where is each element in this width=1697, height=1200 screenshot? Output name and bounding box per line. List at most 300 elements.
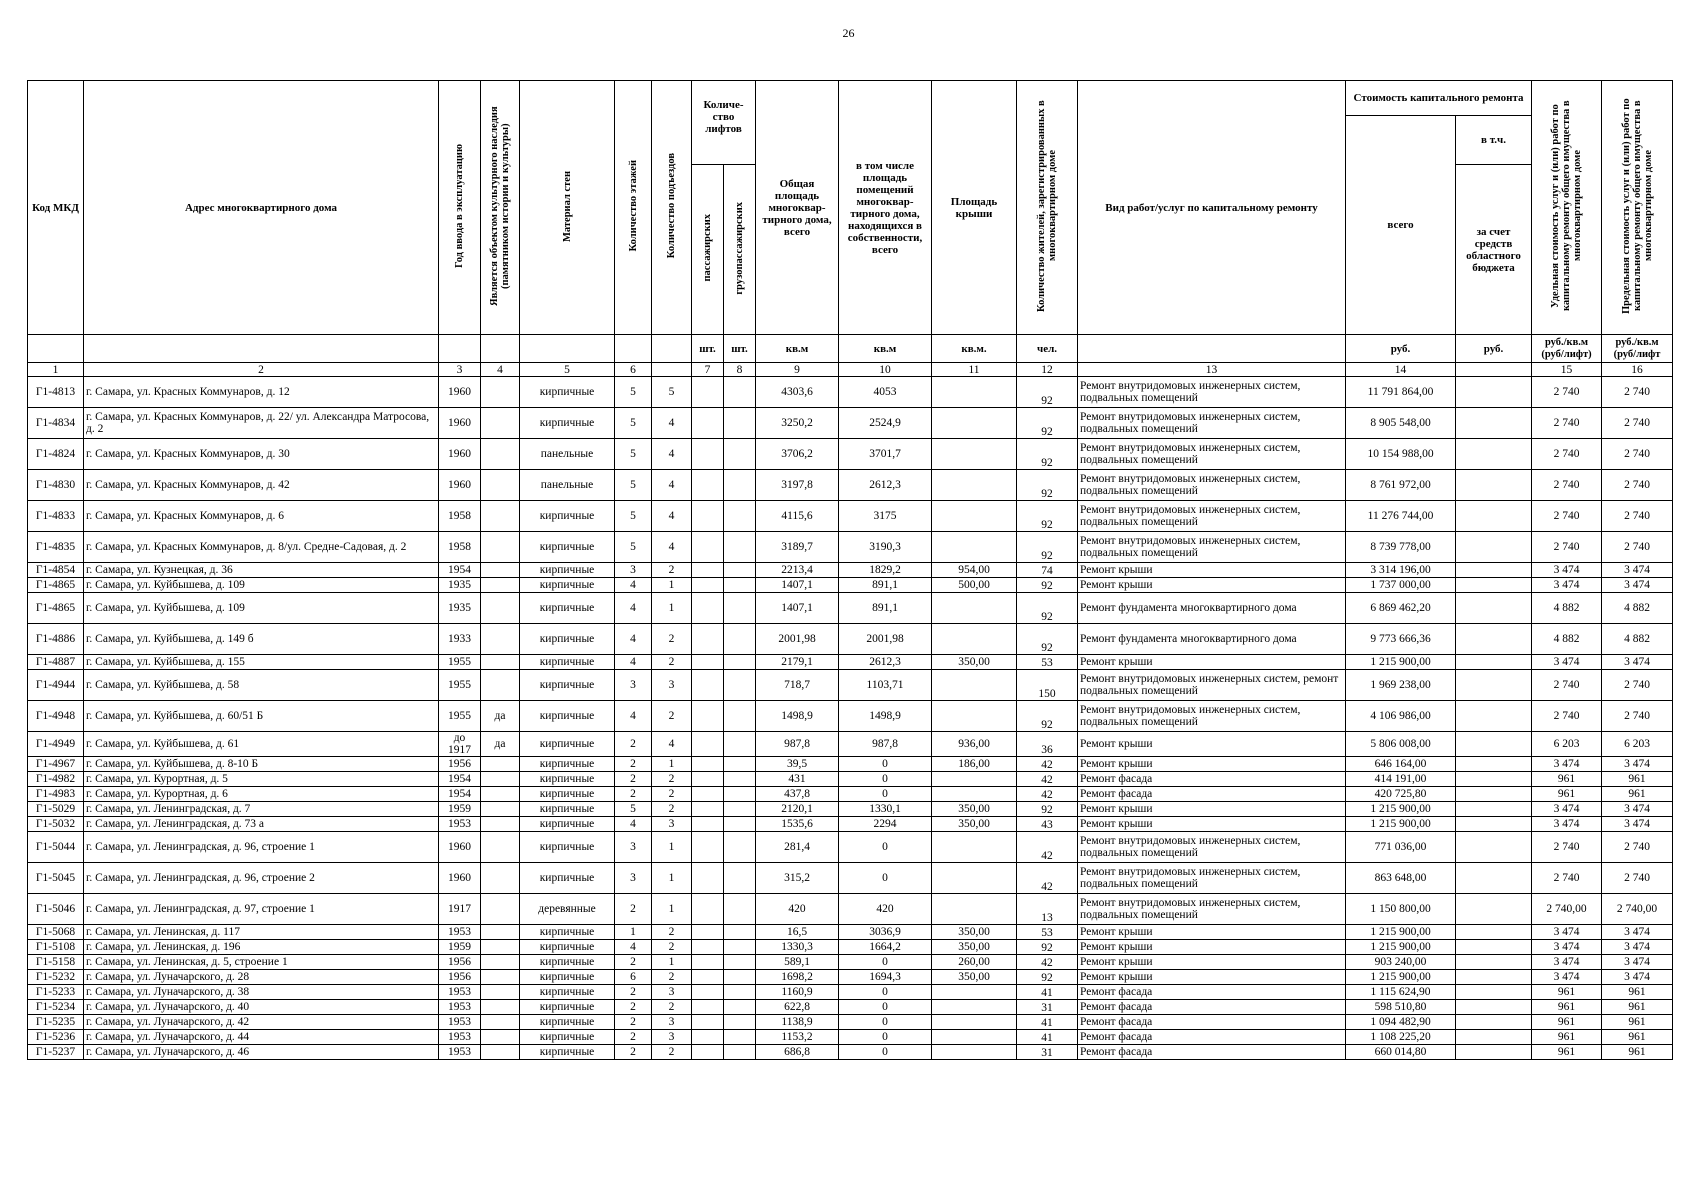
owned-area-cell: 0 xyxy=(839,955,932,970)
max-cost-cell: 4 882 xyxy=(1602,624,1673,655)
work-type-cell: Ремонт крыши xyxy=(1078,802,1346,817)
roof-area-cell xyxy=(932,772,1017,787)
owned-area-cell: 0 xyxy=(839,1000,932,1015)
entrances-cell: 2 xyxy=(652,787,692,802)
heritage-cell xyxy=(481,894,520,925)
lifts-cargo-cell xyxy=(724,832,756,863)
lifts-passenger-cell xyxy=(692,377,724,408)
heritage-cell xyxy=(481,624,520,655)
work-type-cell: Ремонт крыши xyxy=(1078,578,1346,593)
cost-total-cell: 646 164,00 xyxy=(1346,757,1456,772)
column-number: 5 xyxy=(520,363,615,377)
work-type-cell: Ремонт внутридомовых инженерных систем, ремонт подвальных помещений xyxy=(1078,670,1346,701)
address-cell: г. Самара, ул. Красных Коммунаров, д. 6 xyxy=(84,501,439,532)
owned-area-cell: 0 xyxy=(839,985,932,1000)
unit-cost-cell: 2 740 xyxy=(1532,532,1602,563)
total-area-cell: 2120,1 xyxy=(756,802,839,817)
max-cost-cell: 3 474 xyxy=(1602,578,1673,593)
cost-total-cell: 1 215 900,00 xyxy=(1346,802,1456,817)
total-area-cell: 420 xyxy=(756,894,839,925)
material-cell: кирпичные xyxy=(520,655,615,670)
floors-cell: 3 xyxy=(615,832,652,863)
max-cost-cell: 961 xyxy=(1602,1015,1673,1030)
material-cell: кирпичные xyxy=(520,757,615,772)
capital-repair-table xyxy=(27,80,1673,1060)
material-cell: панельные xyxy=(520,470,615,501)
owned-area-cell: 1103,71 xyxy=(839,670,932,701)
floors-cell: 4 xyxy=(615,940,652,955)
cost-total-cell: 903 240,00 xyxy=(1346,955,1456,970)
lifts-passenger-cell xyxy=(692,832,724,863)
code-cell: Г1-4886 xyxy=(28,624,84,655)
unit-cost-cell: 961 xyxy=(1532,1000,1602,1015)
lifts-cargo-cell xyxy=(724,624,756,655)
table-row xyxy=(28,501,1673,532)
lifts-cargo-cell xyxy=(724,408,756,439)
year-cell: 1959 xyxy=(439,940,481,955)
floors-cell: 2 xyxy=(615,772,652,787)
roof-area-cell xyxy=(932,470,1017,501)
total-area-cell: 1407,1 xyxy=(756,593,839,624)
year-cell: 1954 xyxy=(439,563,481,578)
year-cell: 1933 xyxy=(439,624,481,655)
owned-area-cell: 2001,98 xyxy=(839,624,932,655)
column-number: 15 xyxy=(1532,363,1602,377)
lifts-passenger-cell xyxy=(692,563,724,578)
roof-area-cell xyxy=(932,894,1017,925)
unit-cost-cell: 2 740 xyxy=(1532,670,1602,701)
work-type-cell: Ремонт фундамента многоквартирного дома xyxy=(1078,624,1346,655)
lifts-passenger-cell xyxy=(692,925,724,940)
heritage-cell xyxy=(481,563,520,578)
unit-cost-cell: 961 xyxy=(1532,1030,1602,1045)
year-cell: 1953 xyxy=(439,817,481,832)
residents-cell: 150 xyxy=(1017,670,1078,701)
lifts-passenger-cell xyxy=(692,863,724,894)
address-cell: г. Самара, ул. Куйбышева, д. 109 xyxy=(84,578,439,593)
code-cell: Г1-5108 xyxy=(28,940,84,955)
cost-total-cell: 1 969 238,00 xyxy=(1346,670,1456,701)
cost-regional-cell xyxy=(1456,894,1532,925)
cost-regional-cell xyxy=(1456,955,1532,970)
year-cell: 1917 xyxy=(439,894,481,925)
owned-area-cell: 3701,7 xyxy=(839,439,932,470)
lifts-cargo-cell xyxy=(724,701,756,732)
max-cost-cell: 961 xyxy=(1602,772,1673,787)
max-cost-cell: 3 474 xyxy=(1602,940,1673,955)
unit-cost-cell: 961 xyxy=(1532,772,1602,787)
work-type-cell: Ремонт внутридомовых инженерных систем, подвальных помещений xyxy=(1078,470,1346,501)
floors-cell: 2 xyxy=(615,1000,652,1015)
work-type-cell: Ремонт внутридомовых инженерных систем, подвальных помещений xyxy=(1078,894,1346,925)
year-cell: 1954 xyxy=(439,787,481,802)
cost-regional-cell xyxy=(1456,1045,1532,1060)
floors-cell: 4 xyxy=(615,578,652,593)
unit-pcs: шт. xyxy=(724,335,756,363)
unit-sqm: кв.м. xyxy=(932,335,1017,363)
owned-area-cell: 0 xyxy=(839,1045,932,1060)
unit-cost-cell: 3 474 xyxy=(1532,655,1602,670)
heritage-cell xyxy=(481,670,520,701)
year-cell: 1953 xyxy=(439,985,481,1000)
unit-cost-cell: 3 474 xyxy=(1532,578,1602,593)
max-cost-cell: 2 740 xyxy=(1602,701,1673,732)
cost-regional-cell xyxy=(1456,377,1532,408)
residents-cell: 92 xyxy=(1017,970,1078,985)
table-row xyxy=(28,470,1673,501)
material-cell: кирпичные xyxy=(520,701,615,732)
entrances-cell: 4 xyxy=(652,439,692,470)
lifts-cargo-cell xyxy=(724,787,756,802)
unit-cost-cell: 2 740 xyxy=(1532,863,1602,894)
material-cell: кирпичные xyxy=(520,593,615,624)
cost-regional-cell xyxy=(1456,501,1532,532)
code-cell: Г1-4948 xyxy=(28,701,84,732)
entrances-cell: 3 xyxy=(652,1030,692,1045)
roof-area-cell: 500,00 xyxy=(932,578,1017,593)
column-number: 6 xyxy=(615,363,652,377)
work-type-cell: Ремонт фасада xyxy=(1078,1030,1346,1045)
unit-cost-cell: 3 474 xyxy=(1532,925,1602,940)
cost-total-cell: 8 905 548,00 xyxy=(1346,408,1456,439)
cost-regional-cell xyxy=(1456,940,1532,955)
residents-cell: 92 xyxy=(1017,470,1078,501)
column-number: 11 xyxy=(932,363,1017,377)
entrances-cell: 2 xyxy=(652,802,692,817)
residents-cell: 13 xyxy=(1017,894,1078,925)
max-cost-cell: 2 740,00 xyxy=(1602,894,1673,925)
lifts-passenger-cell xyxy=(692,408,724,439)
heritage-cell xyxy=(481,817,520,832)
code-cell: Г1-4854 xyxy=(28,563,84,578)
roof-area-cell xyxy=(932,1030,1017,1045)
residents-cell: 92 xyxy=(1017,802,1078,817)
header-max-cost: Предельная стоимость услуг и (или) работ по капитальному ремонту общего имущества в многоквартирном доме xyxy=(1620,98,1654,314)
code-cell: Г1-5045 xyxy=(28,863,84,894)
cost-total-cell: 598 510,80 xyxy=(1346,1000,1456,1015)
max-cost-cell: 6 203 xyxy=(1602,732,1673,757)
unit-cost-cell: 4 882 xyxy=(1532,593,1602,624)
entrances-cell: 4 xyxy=(652,501,692,532)
owned-area-cell: 0 xyxy=(839,772,932,787)
address-cell: г. Самара, ул. Луначарского, д. 40 xyxy=(84,1000,439,1015)
total-area-cell: 1153,2 xyxy=(756,1030,839,1045)
floors-cell: 5 xyxy=(615,501,652,532)
total-area-cell: 1407,1 xyxy=(756,578,839,593)
floors-cell: 4 xyxy=(615,624,652,655)
owned-area-cell: 0 xyxy=(839,1030,932,1045)
code-cell: Г1-4813 xyxy=(28,377,84,408)
lifts-passenger-cell xyxy=(692,470,724,501)
material-cell: кирпичные xyxy=(520,832,615,863)
code-cell: Г1-4824 xyxy=(28,439,84,470)
lifts-cargo-cell xyxy=(724,955,756,970)
table-row xyxy=(28,578,1673,593)
work-type-cell: Ремонт крыши xyxy=(1078,817,1346,832)
address-cell: г. Самара, ул. Кузнецкая, д. 36 xyxy=(84,563,439,578)
code-cell: Г1-4887 xyxy=(28,655,84,670)
unit-sqm: кв.м xyxy=(756,335,839,363)
year-cell: 1953 xyxy=(439,1045,481,1060)
roof-area-cell: 186,00 xyxy=(932,757,1017,772)
lifts-passenger-cell xyxy=(692,955,724,970)
heritage-cell xyxy=(481,439,520,470)
code-cell: Г1-5029 xyxy=(28,802,84,817)
max-cost-cell: 3 474 xyxy=(1602,655,1673,670)
lifts-passenger-cell xyxy=(692,1030,724,1045)
total-area-cell: 4303,6 xyxy=(756,377,839,408)
address-cell: г. Самара, ул. Ленинградская, д. 96, строение 2 xyxy=(84,863,439,894)
heritage-cell xyxy=(481,925,520,940)
address-cell: г. Самара, ул. Ленинская, д. 196 xyxy=(84,940,439,955)
work-type-cell: Ремонт крыши xyxy=(1078,655,1346,670)
residents-cell: 74 xyxy=(1017,563,1078,578)
floors-cell: 4 xyxy=(615,655,652,670)
total-area-cell: 589,1 xyxy=(756,955,839,970)
column-number xyxy=(652,363,692,377)
floors-cell: 2 xyxy=(615,955,652,970)
owned-area-cell: 2294 xyxy=(839,817,932,832)
residents-cell: 31 xyxy=(1017,1045,1078,1060)
roof-area-cell xyxy=(932,985,1017,1000)
unit-per-sqm: руб./кв.м (руб/лифт) xyxy=(1532,335,1602,363)
entrances-cell: 1 xyxy=(652,757,692,772)
lifts-passenger-cell xyxy=(692,802,724,817)
header-cost-regional: за счет средств областного бюджета xyxy=(1456,165,1532,335)
cost-total-cell: 8 761 972,00 xyxy=(1346,470,1456,501)
owned-area-cell: 891,1 xyxy=(839,578,932,593)
lifts-passenger-cell xyxy=(692,655,724,670)
lifts-passenger-cell xyxy=(692,701,724,732)
cost-regional-cell xyxy=(1456,701,1532,732)
heritage-cell xyxy=(481,955,520,970)
roof-area-cell: 350,00 xyxy=(932,970,1017,985)
lifts-cargo-cell xyxy=(724,670,756,701)
unit-cost-cell: 2 740 xyxy=(1532,701,1602,732)
column-number: 13 xyxy=(1078,363,1346,377)
unit-cost-cell: 3 474 xyxy=(1532,802,1602,817)
lifts-passenger-cell xyxy=(692,894,724,925)
table-row xyxy=(28,772,1673,787)
material-cell: кирпичные xyxy=(520,501,615,532)
material-cell: кирпичные xyxy=(520,377,615,408)
material-cell: кирпичные xyxy=(520,772,615,787)
address-cell: г. Самара, ул. Ленинградская, д. 73 а xyxy=(84,817,439,832)
material-cell: панельные xyxy=(520,439,615,470)
lifts-cargo-cell xyxy=(724,1030,756,1045)
residents-cell: 53 xyxy=(1017,925,1078,940)
table-row xyxy=(28,1045,1673,1060)
code-cell: Г1-4834 xyxy=(28,408,84,439)
unit-cost-cell: 3 474 xyxy=(1532,970,1602,985)
lifts-cargo-cell xyxy=(724,940,756,955)
address-cell: г. Самара, ул. Ленинская, д. 5, строение 1 xyxy=(84,955,439,970)
table-row xyxy=(28,955,1673,970)
year-cell: 1955 xyxy=(439,655,481,670)
max-cost-cell: 2 740 xyxy=(1602,832,1673,863)
code-cell: Г1-5236 xyxy=(28,1030,84,1045)
work-type-cell: Ремонт фасада xyxy=(1078,772,1346,787)
entrances-cell: 1 xyxy=(652,894,692,925)
roof-area-cell: 350,00 xyxy=(932,817,1017,832)
address-cell: г. Самара, ул. Красных Коммунаров, д. 30 xyxy=(84,439,439,470)
code-cell: Г1-4983 xyxy=(28,787,84,802)
lifts-cargo-cell xyxy=(724,732,756,757)
lifts-passenger-cell xyxy=(692,732,724,757)
cost-regional-cell xyxy=(1456,772,1532,787)
cost-total-cell: 863 648,00 xyxy=(1346,863,1456,894)
entrances-cell: 1 xyxy=(652,578,692,593)
floors-cell: 5 xyxy=(615,408,652,439)
address-cell: г. Самара, ул. Ленинская, д. 117 xyxy=(84,925,439,940)
work-type-cell: Ремонт внутридомовых инженерных систем, подвальных помещений xyxy=(1078,832,1346,863)
unit-cost-cell: 3 474 xyxy=(1532,817,1602,832)
code-cell: Г1-5232 xyxy=(28,970,84,985)
table-row xyxy=(28,787,1673,802)
table-row xyxy=(28,757,1673,772)
lifts-passenger-cell xyxy=(692,670,724,701)
code-cell: Г1-5032 xyxy=(28,817,84,832)
floors-cell: 2 xyxy=(615,787,652,802)
unit-pcs: шт. xyxy=(692,335,724,363)
material-cell: кирпичные xyxy=(520,1000,615,1015)
address-cell: г. Самара, ул. Луначарского, д. 38 xyxy=(84,985,439,1000)
max-cost-cell: 961 xyxy=(1602,1045,1673,1060)
year-cell: 1955 xyxy=(439,701,481,732)
year-cell: до 1917 xyxy=(439,732,481,757)
code-cell: Г1-5233 xyxy=(28,985,84,1000)
residents-cell: 92 xyxy=(1017,501,1078,532)
lifts-passenger-cell xyxy=(692,1000,724,1015)
cost-regional-cell xyxy=(1456,985,1532,1000)
table-row xyxy=(28,940,1673,955)
total-area-cell: 315,2 xyxy=(756,863,839,894)
roof-area-cell: 350,00 xyxy=(932,925,1017,940)
unit-cost-cell: 961 xyxy=(1532,1015,1602,1030)
residents-cell: 92 xyxy=(1017,439,1078,470)
table-row xyxy=(28,655,1673,670)
floors-cell: 2 xyxy=(615,757,652,772)
lifts-cargo-cell xyxy=(724,925,756,940)
year-cell: 1956 xyxy=(439,955,481,970)
year-cell: 1953 xyxy=(439,925,481,940)
cost-total-cell: 660 014,80 xyxy=(1346,1045,1456,1060)
entrances-cell: 1 xyxy=(652,593,692,624)
table-row xyxy=(28,377,1673,408)
lifts-cargo-cell xyxy=(724,757,756,772)
cost-total-cell: 11 791 864,00 xyxy=(1346,377,1456,408)
material-cell: кирпичные xyxy=(520,670,615,701)
year-cell: 1960 xyxy=(439,377,481,408)
roof-area-cell: 350,00 xyxy=(932,802,1017,817)
address-cell: г. Самара, ул. Ленинградская, д. 7 xyxy=(84,802,439,817)
entrances-cell: 3 xyxy=(652,985,692,1000)
owned-area-cell: 0 xyxy=(839,787,932,802)
work-type-cell: Ремонт крыши xyxy=(1078,732,1346,757)
max-cost-cell: 4 882 xyxy=(1602,593,1673,624)
header-work-type: Вид работ/услуг по капитальному ремонту xyxy=(1078,81,1346,335)
owned-area-cell: 1498,9 xyxy=(839,701,932,732)
residents-cell: 42 xyxy=(1017,955,1078,970)
heritage-cell xyxy=(481,470,520,501)
header-address: Адрес многоквартирного дома xyxy=(84,81,439,335)
max-cost-cell: 3 474 xyxy=(1602,563,1673,578)
entrances-cell: 2 xyxy=(652,563,692,578)
work-type-cell: Ремонт фасада xyxy=(1078,985,1346,1000)
address-cell: г. Самара, ул. Курортная, д. 6 xyxy=(84,787,439,802)
entrances-cell: 1 xyxy=(652,832,692,863)
total-area-cell: 1535,6 xyxy=(756,817,839,832)
unit-cost-cell: 3 474 xyxy=(1532,757,1602,772)
code-cell: Г1-5158 xyxy=(28,955,84,970)
total-area-cell: 1160,9 xyxy=(756,985,839,1000)
lifts-cargo-cell xyxy=(724,802,756,817)
total-area-cell: 2001,98 xyxy=(756,624,839,655)
heritage-cell xyxy=(481,578,520,593)
roof-area-cell xyxy=(932,1000,1017,1015)
material-cell: кирпичные xyxy=(520,1015,615,1030)
code-cell: Г1-5046 xyxy=(28,894,84,925)
material-cell: кирпичные xyxy=(520,863,615,894)
lifts-cargo-cell xyxy=(724,578,756,593)
entrances-cell: 2 xyxy=(652,655,692,670)
heritage-cell xyxy=(481,532,520,563)
lifts-cargo-cell xyxy=(724,439,756,470)
address-cell: г. Самара, ул. Красных Коммунаров, д. 42 xyxy=(84,470,439,501)
header-material: Материал стен xyxy=(561,170,573,242)
address-cell: г. Самара, ул. Курортная, д. 5 xyxy=(84,772,439,787)
entrances-cell: 2 xyxy=(652,970,692,985)
total-area-cell: 686,8 xyxy=(756,1045,839,1060)
address-cell: г. Самара, ул. Луначарского, д. 28 xyxy=(84,970,439,985)
total-area-cell: 718,7 xyxy=(756,670,839,701)
table-row xyxy=(28,408,1673,439)
material-cell: кирпичные xyxy=(520,940,615,955)
max-cost-cell: 2 740 xyxy=(1602,470,1673,501)
lifts-passenger-cell xyxy=(692,970,724,985)
residents-cell: 41 xyxy=(1017,985,1078,1000)
unit-cost-cell: 2 740 xyxy=(1532,501,1602,532)
year-cell: 1960 xyxy=(439,863,481,894)
address-cell: г. Самара, ул. Куйбышева, д. 149 б xyxy=(84,624,439,655)
work-type-cell: Ремонт внутридомовых инженерных систем, подвальных помещений xyxy=(1078,532,1346,563)
lifts-cargo-cell xyxy=(724,563,756,578)
material-cell: кирпичные xyxy=(520,732,615,757)
residents-cell: 41 xyxy=(1017,1030,1078,1045)
cost-total-cell: 1 215 900,00 xyxy=(1346,655,1456,670)
cost-regional-cell xyxy=(1456,655,1532,670)
heritage-cell xyxy=(481,970,520,985)
heritage-cell xyxy=(481,832,520,863)
roof-area-cell xyxy=(932,1045,1017,1060)
code-cell: Г1-4949 xyxy=(28,732,84,757)
lifts-passenger-cell xyxy=(692,624,724,655)
year-cell: 1958 xyxy=(439,501,481,532)
header-roof-area: Площадь крыши xyxy=(932,81,1017,335)
lifts-passenger-cell xyxy=(692,532,724,563)
code-cell: Г1-5235 xyxy=(28,1015,84,1030)
lifts-cargo-cell xyxy=(724,772,756,787)
total-area-cell: 1698,2 xyxy=(756,970,839,985)
max-cost-cell: 961 xyxy=(1602,1000,1673,1015)
floors-cell: 3 xyxy=(615,863,652,894)
floors-cell: 4 xyxy=(615,593,652,624)
column-number: 12 xyxy=(1017,363,1078,377)
max-cost-cell: 3 474 xyxy=(1602,955,1673,970)
cost-regional-cell xyxy=(1456,470,1532,501)
header-floors: Количество этажей xyxy=(627,160,639,252)
owned-area-cell: 1330,1 xyxy=(839,802,932,817)
